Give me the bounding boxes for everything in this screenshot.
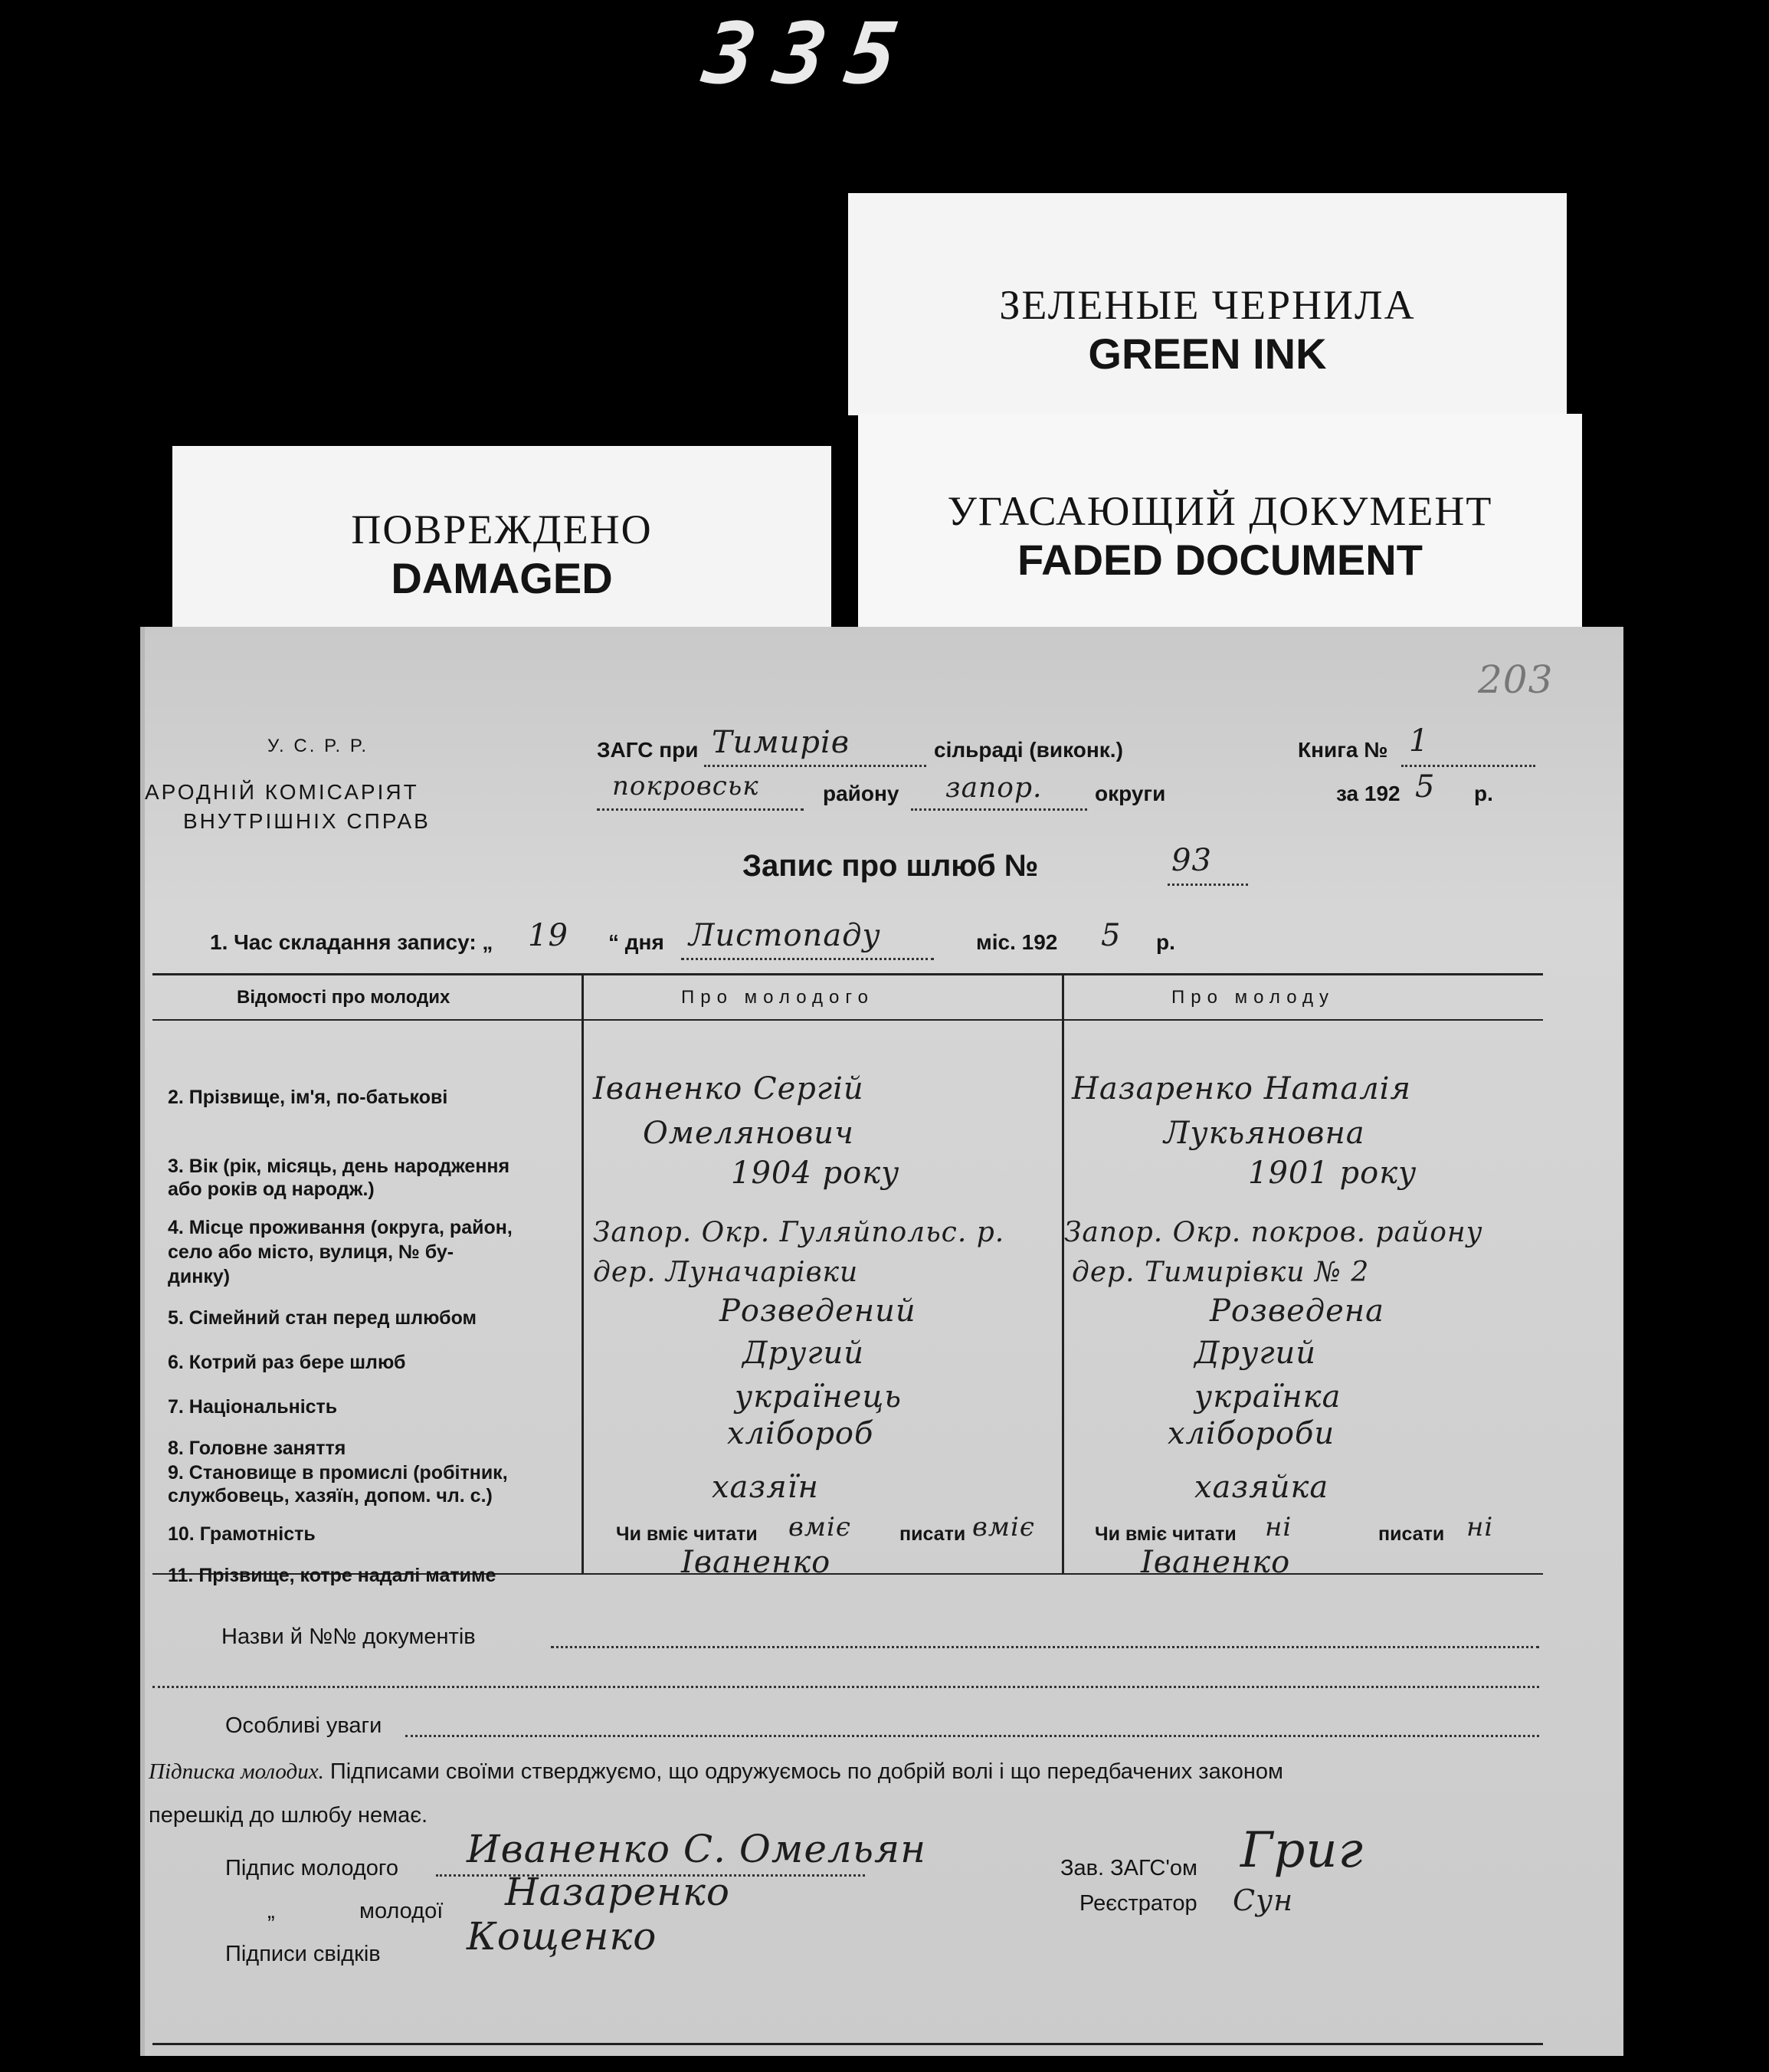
declaration-text: Підписами своїми стверджуємо, що одружуємось по добрій волі і що передбачених законом xyxy=(329,1759,1283,1784)
row-label-age-2: або років од народж.) xyxy=(168,1179,375,1200)
witness-signature-label: Підписи свідків xyxy=(225,1942,381,1966)
district-line xyxy=(597,808,804,811)
row-label-residence-3: динку) xyxy=(168,1266,231,1287)
book-label: Книга № xyxy=(1298,738,1388,762)
row-label-position: 9. Становище в промислі (робітник, xyxy=(168,1462,508,1484)
table-header-bride: Про молоду xyxy=(1171,987,1335,1008)
green-ink-ru: ЗЕЛЕНЫЕ ЧЕРНИЛА xyxy=(999,282,1416,328)
registrar-signature-label: Реєстратор xyxy=(1079,1891,1197,1916)
bride-residence-1: Запор. Окр. покров. району xyxy=(1064,1217,1483,1248)
date-year-digit: 5 xyxy=(1101,918,1122,953)
table-header-groom: Про молодого xyxy=(681,987,874,1008)
witness-signature: Кощенко xyxy=(467,1914,657,1959)
bride-residence-2: дер. Тимирівки № 2 xyxy=(1072,1257,1370,1288)
groom-marriage-count: Другий xyxy=(742,1336,865,1371)
damaged-label xyxy=(172,446,831,645)
commissariat-line-1: АРОДНІЙ КОМІСАРІЯТ xyxy=(145,780,419,804)
bride-name: Назаренко Наталія xyxy=(1072,1071,1411,1106)
row-label-marriage-count: 6. Котрий раз бере шлюб xyxy=(168,1352,406,1373)
date-day-suffix: “ дня xyxy=(608,930,664,954)
row-label-occupation: 8. Головне заняття xyxy=(168,1438,346,1459)
zags-suffix: сільраді (виконк.) xyxy=(934,738,1123,762)
documents-line-2 xyxy=(152,1686,1539,1688)
book-number: 1 xyxy=(1409,723,1430,759)
row-label-position-2: службовець, хазяїн, допом. чл. с.) xyxy=(168,1485,493,1506)
groom-write-label: писати xyxy=(899,1523,966,1545)
registrar-signature: Сун xyxy=(1233,1883,1294,1917)
okrug-hand: запор. xyxy=(945,772,1043,804)
declaration-line-1 xyxy=(149,1759,1283,1785)
commissariat-line-2: ВНУТРІШНІХ СПРАВ xyxy=(183,809,431,833)
form-bottom-border xyxy=(152,2043,1543,2045)
damaged-ru: ПОВРЕЖДЕНО xyxy=(351,507,653,552)
bride-nationality: українка xyxy=(1194,1379,1341,1415)
head-signature-label: Зав. ЗАГС'ом xyxy=(1060,1856,1197,1880)
table-divider-2 xyxy=(1062,975,1064,1573)
faded-document-label xyxy=(858,414,1582,636)
date-month-suffix: міс. 192 xyxy=(976,930,1058,954)
green-ink-label xyxy=(848,193,1567,415)
frame-number: 335 xyxy=(698,5,924,103)
date-month: Листопаду xyxy=(689,918,881,953)
row-label-literacy: 10. Грамотність xyxy=(168,1523,316,1545)
record-number: 93 xyxy=(1171,843,1212,878)
table-divider-1 xyxy=(581,975,584,1573)
date-day: 19 xyxy=(528,918,568,953)
declaration-italic: Підписка молодих. xyxy=(149,1759,324,1784)
remarks-line xyxy=(405,1735,1539,1737)
head-signature: Григ xyxy=(1240,1822,1364,1879)
book-line xyxy=(1401,765,1535,767)
row-label-age: 3. Вік (рік, місяць, день народження xyxy=(168,1156,510,1177)
groom-future-surname: Іваненко xyxy=(681,1545,831,1580)
documents-line xyxy=(551,1646,1539,1648)
bride-position: хазяйка xyxy=(1194,1470,1329,1505)
date-year-suffix: р. xyxy=(1156,930,1175,954)
date-month-line xyxy=(681,958,934,960)
year-suffix: р. xyxy=(1474,782,1493,805)
table-header-border xyxy=(152,1019,1543,1021)
green-ink-en: GREEN INK xyxy=(1088,329,1327,378)
groom-marital-status: Розведений xyxy=(719,1293,916,1329)
faded-document-en: FADED DOCUMENT xyxy=(1017,536,1423,584)
declaration-line-2: перешкід до шлюбу немає. xyxy=(149,1803,428,1828)
groom-read-label: Чи вміє читати xyxy=(616,1523,758,1545)
bride-occupation: хлібороби xyxy=(1168,1416,1335,1451)
groom-signature-label: Підпис молодого xyxy=(225,1856,398,1880)
remarks-label: Особливі уваги xyxy=(225,1713,382,1738)
bride-write-label: писати xyxy=(1378,1523,1445,1545)
damaged-en: DAMAGED xyxy=(391,554,613,602)
bride-signature-label: молодої xyxy=(359,1899,444,1923)
date-prefix: 1. Час складання запису: „ xyxy=(210,930,493,954)
bride-marriage-count: Другий xyxy=(1194,1336,1317,1371)
okrug-label: округи xyxy=(1095,782,1166,805)
row-label-residence-2: село або місто, вулиця, № бу- xyxy=(168,1241,454,1263)
groom-signature: Иваненко С. Омельян xyxy=(467,1827,927,1871)
usrr-label: У. С. Р. Р. xyxy=(267,736,369,756)
bride-patronymic: Лукьяновна xyxy=(1164,1116,1365,1151)
village-council-hand: Тимирів xyxy=(712,725,850,760)
village-council-line xyxy=(704,765,926,767)
record-number-line xyxy=(1168,884,1248,886)
page-number: 203 xyxy=(1478,657,1554,702)
groom-write-value: вміє xyxy=(972,1512,1035,1543)
groom-residence-1: Запор. Окр. Гуляйпольс. р. xyxy=(593,1217,1005,1248)
groom-position: хазяїн xyxy=(712,1470,819,1505)
bride-marital-status: Розведена xyxy=(1210,1293,1384,1329)
year-prefix: за 192 xyxy=(1336,782,1400,805)
year-digit: 5 xyxy=(1415,769,1436,805)
bride-read-value: ні xyxy=(1265,1512,1292,1543)
documents-label: Назви й №№ документів xyxy=(221,1624,476,1649)
row-label-nationality: 7. Національність xyxy=(168,1396,338,1418)
bride-write-value: ні xyxy=(1466,1512,1494,1543)
row-label-name: 2. Прізвище, ім'я, по-батькові xyxy=(168,1087,448,1108)
marriage-record-form xyxy=(140,627,1623,2056)
faded-document-ru: УГАСАЮЩИЙ ДОКУМЕНТ xyxy=(947,488,1493,534)
bride-signature-prefix: „ xyxy=(267,1899,275,1923)
row-label-residence: 4. Місце проживання (округа, район, xyxy=(168,1217,513,1238)
groom-birth-year: 1904 року xyxy=(731,1156,900,1191)
bride-future-surname: Іваненко xyxy=(1141,1545,1291,1580)
bride-birth-year: 1901 року xyxy=(1248,1156,1417,1191)
groom-residence-2: дер. Луначарівки xyxy=(593,1257,859,1288)
form-title: Запис про шлюб № xyxy=(742,849,1039,883)
bride-read-label: Чи вміє читати xyxy=(1095,1523,1237,1545)
groom-name: Іваненко Сергій xyxy=(593,1071,864,1106)
district-hand: покровськ xyxy=(612,771,759,802)
okrug-line xyxy=(911,808,1087,811)
groom-occupation: хлібороб xyxy=(727,1416,874,1451)
groom-patronymic: Омелянович xyxy=(643,1116,854,1151)
groom-nationality: українець xyxy=(735,1379,903,1415)
bride-signature: Назаренко xyxy=(505,1870,730,1914)
table-top-border xyxy=(152,973,1543,975)
row-label-marital-status: 5. Сімейний стан перед шлюбом xyxy=(168,1307,477,1329)
table-header-info: Відомості про молодих xyxy=(237,987,450,1008)
groom-read-value: вміє xyxy=(788,1512,851,1543)
district-label: району xyxy=(823,782,899,805)
zags-prefix: ЗАГС при xyxy=(597,738,699,762)
row-label-future-surname: 11. Прізвище, котре надалі матиме xyxy=(168,1565,496,1586)
